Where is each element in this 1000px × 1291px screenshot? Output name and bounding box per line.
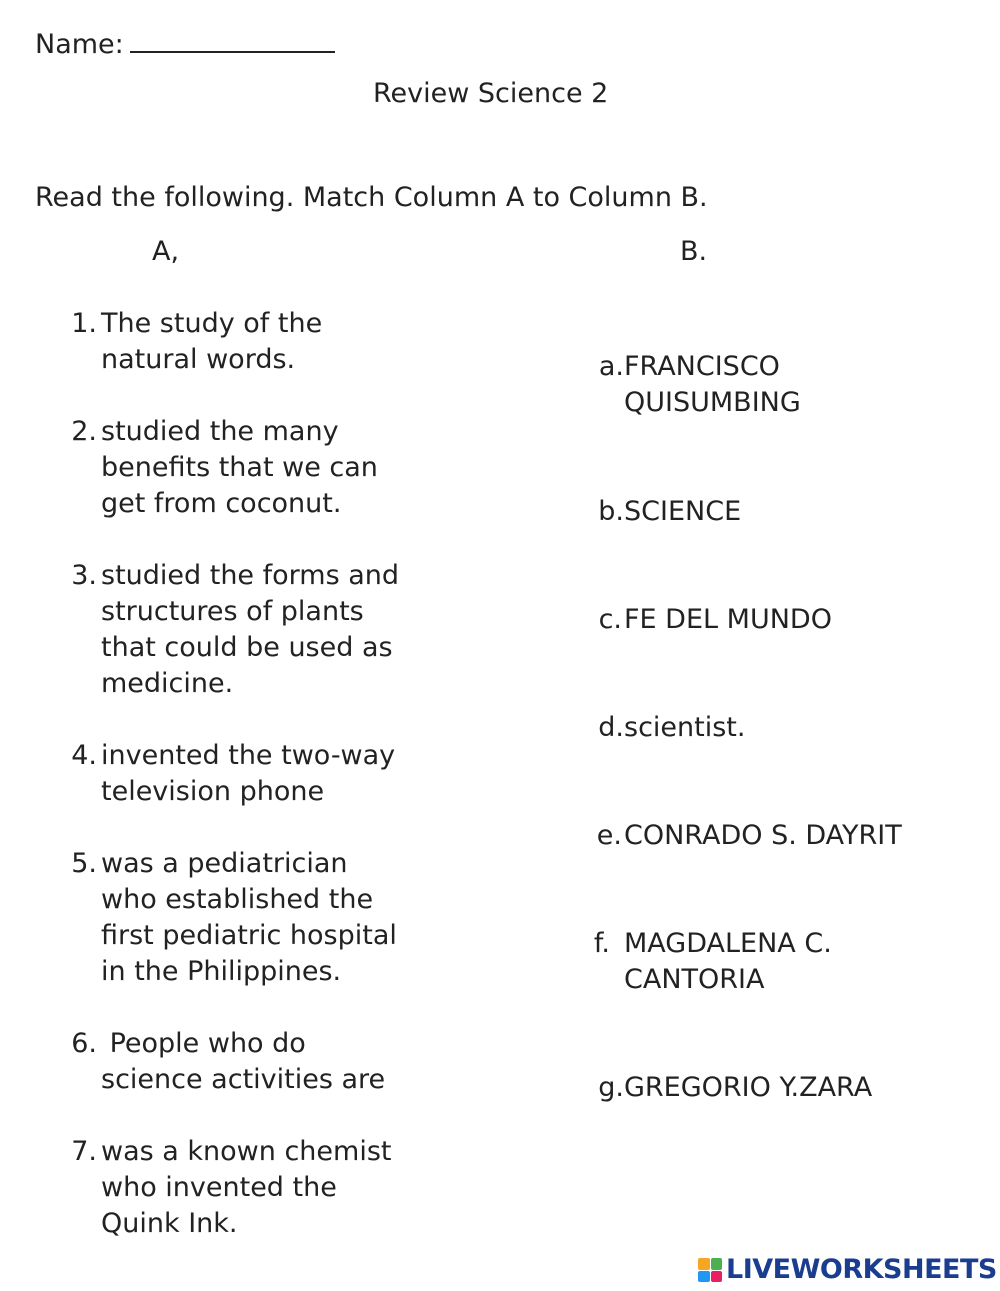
liveworksheets-logo	[698, 1256, 997, 1284]
item-text-line: The study of the	[101, 308, 323, 339]
liveworksheets-logo-icon	[698, 1258, 722, 1282]
item-letter: d.	[598, 712, 624, 743]
column-b-item	[598, 349, 801, 421]
item-text-line: CONRADO S. DAYRIT	[624, 820, 902, 851]
column-b-item	[598, 710, 746, 746]
item-text-line: QUISUMBING	[624, 387, 801, 418]
item-text-line: medicine.	[101, 668, 234, 699]
column-b-item	[598, 1070, 873, 1106]
item-text-line: in the Philippines.	[101, 956, 342, 987]
item-number: 5.	[71, 848, 97, 879]
item-text-line: was a known chemist	[101, 1136, 392, 1167]
item-text-line: invented the two-way	[101, 740, 396, 771]
item-text-line: structures of plants	[101, 596, 364, 627]
item-text-line: People who do	[101, 1028, 306, 1059]
item-number: 1.	[71, 308, 97, 339]
item-letter: e.	[596, 820, 622, 851]
column-a-item	[71, 1134, 392, 1242]
name-blank-line[interactable]	[130, 25, 335, 53]
item-text-line: first pediatric hospital	[101, 920, 397, 951]
column-a-item	[71, 306, 323, 378]
name-label: Name:	[35, 29, 124, 60]
item-letter: a.	[598, 351, 624, 382]
item-letter: b.	[598, 496, 624, 527]
column-a-item	[71, 738, 396, 810]
item-text-line: studied the forms and	[101, 560, 400, 591]
item-text-line: scientist.	[624, 712, 746, 743]
column-a-item	[71, 558, 400, 702]
column-a-item	[71, 846, 397, 990]
column-b-item	[598, 602, 832, 638]
item-number: 3.	[71, 560, 97, 591]
page-title: Review Science 2	[373, 78, 609, 109]
item-text-line: benefits that we can	[101, 452, 378, 483]
item-text-line: SCIENCE	[624, 496, 742, 527]
item-number: 7.	[71, 1136, 97, 1167]
item-text-line: FRANCISCO	[624, 351, 780, 382]
item-text-line: CANTORIA	[624, 964, 765, 995]
item-text-line: television phone	[101, 776, 325, 807]
column-b-item	[598, 494, 742, 530]
item-number: 2.	[71, 416, 97, 447]
column-b-item	[596, 818, 902, 854]
item-text-line: FE DEL MUNDO	[624, 604, 832, 635]
item-text-line: Quink Ink.	[101, 1208, 238, 1239]
item-letter: f.	[593, 928, 610, 959]
column-b-item	[593, 926, 832, 998]
item-letter: g.	[598, 1072, 624, 1103]
item-letter: c.	[598, 604, 622, 635]
item-text-line: GREGORIO Y.ZARA	[624, 1072, 873, 1103]
item-text-line: was a pediatrician	[101, 848, 348, 879]
item-text-line: that could be used as	[101, 632, 393, 663]
column-a-heading: A,	[152, 236, 180, 267]
item-text-line: who established the	[101, 884, 374, 915]
name-field	[35, 25, 335, 63]
item-text-line: get from coconut.	[101, 488, 342, 519]
instructions: Read the following. Match Column A to Column B.	[35, 182, 708, 213]
column-b-heading: B.	[680, 236, 708, 267]
item-text-line: who invented the	[101, 1172, 337, 1203]
item-text-line: natural words.	[101, 344, 296, 375]
liveworksheets-logo-text: LIVEWORKSHEETS	[726, 1254, 997, 1285]
item-text-line: MAGDALENA C.	[624, 928, 832, 959]
item-number: 6.	[71, 1028, 97, 1059]
item-text-line: science activities are	[101, 1064, 386, 1095]
item-number: 4.	[71, 740, 97, 771]
column-a-item	[71, 1026, 386, 1098]
item-text-line: studied the many	[101, 416, 339, 447]
column-a-item	[71, 414, 378, 522]
